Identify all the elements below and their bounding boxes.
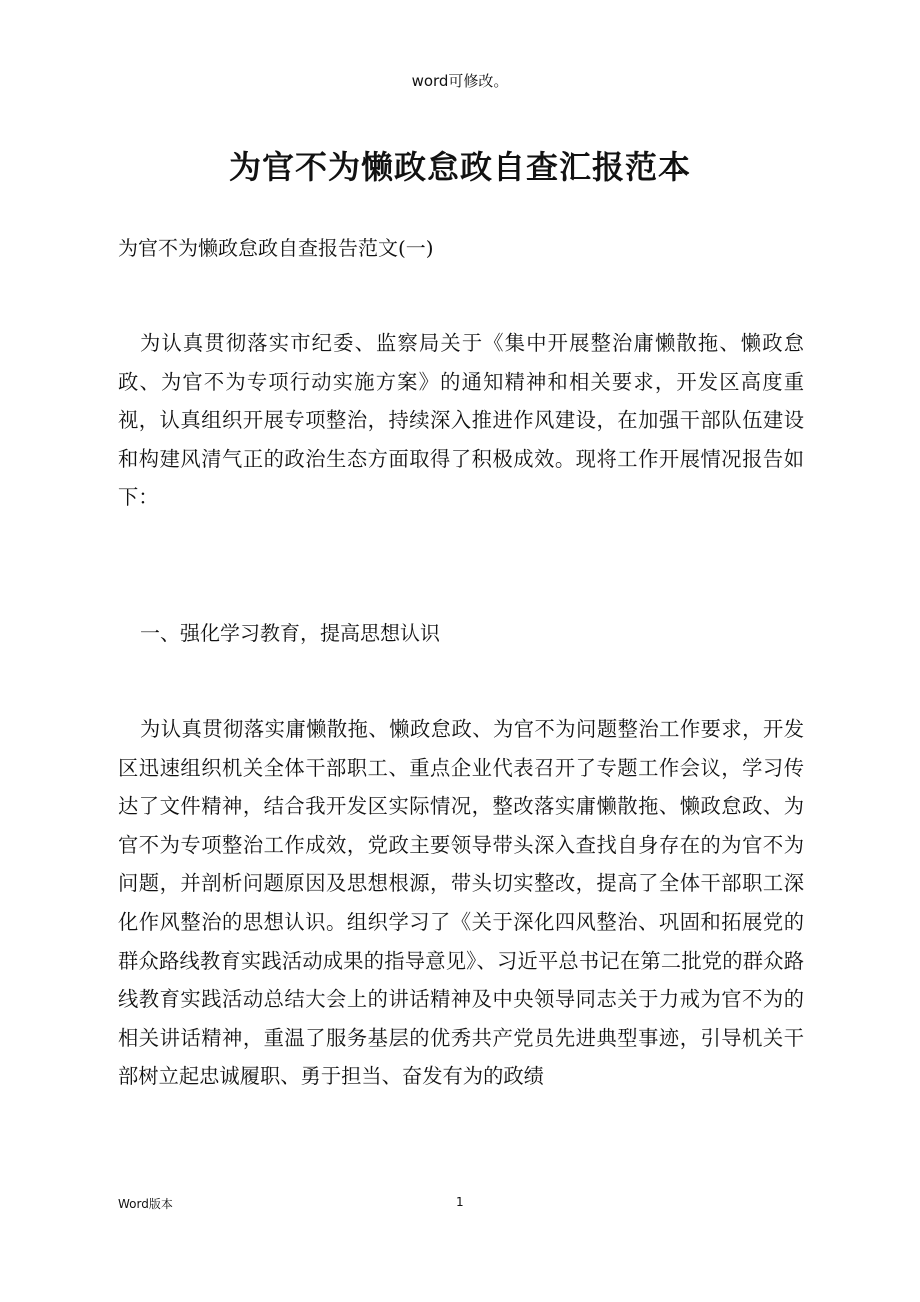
footer-label: Word版本 bbox=[118, 1197, 173, 1211]
paragraph-text: 为认真贯彻落实市纪委、监察局关于《集中开展整治庸懒散拖、懒政怠政、为官不为专项行动实施方案》的通知精神和相关要求，开发区高度重视，认真组织开展专项整治，持续深入推进作风建设，在加强干部队伍建设和构建风清气正的政治生态方面取得了积极成效。现将工作开展情况报告如下： bbox=[118, 331, 804, 510]
section-heading: 一、强化学习教育，提高思想认识 bbox=[140, 621, 440, 645]
paragraph-text: 为认真贯彻落实庸懒散拖、懒政怠政、为官不为问题整治工作要求，开发区迅速组织机关全体干部职工、重点企业代表召开了专题工作会议，学习传达了文件精神，结合我开发区实际情况，整改落实庸懒散拖、懒政怠政、为官不为专项整治工作成效，党政主要领导带头深入查找自身存在的为官不为问题，并剖析问题原因及思想根源，带头切实整改，提高了全体干部职工深化作风整治的思想认识。组织学习了《关于深化四风整治、巩固和拓展党的群众路线教育实践活动成果的指导意见》、习近平总书记在第二批党的群众路线教育实践活动总结大会上的讲话精神及中央领导同志关于力戒为官不为的相关讲话精神，重温了服务基层的优秀共产党员先进典型事迹，引导机关干部树立起忠诚履职、勇于担当、奋发有为的政绩 bbox=[118, 717, 804, 1089]
document-subtitle: 为官不为懒政怠政自查报告范文(一) bbox=[118, 236, 434, 260]
header-note: word可修改。 bbox=[411, 72, 509, 90]
paragraph-section-1 bbox=[118, 710, 804, 1096]
document-title: 为官不为懒政怠政自查汇报范本 bbox=[228, 148, 691, 186]
page-number: 1 bbox=[456, 1195, 464, 1209]
paragraph-intro bbox=[118, 324, 804, 517]
